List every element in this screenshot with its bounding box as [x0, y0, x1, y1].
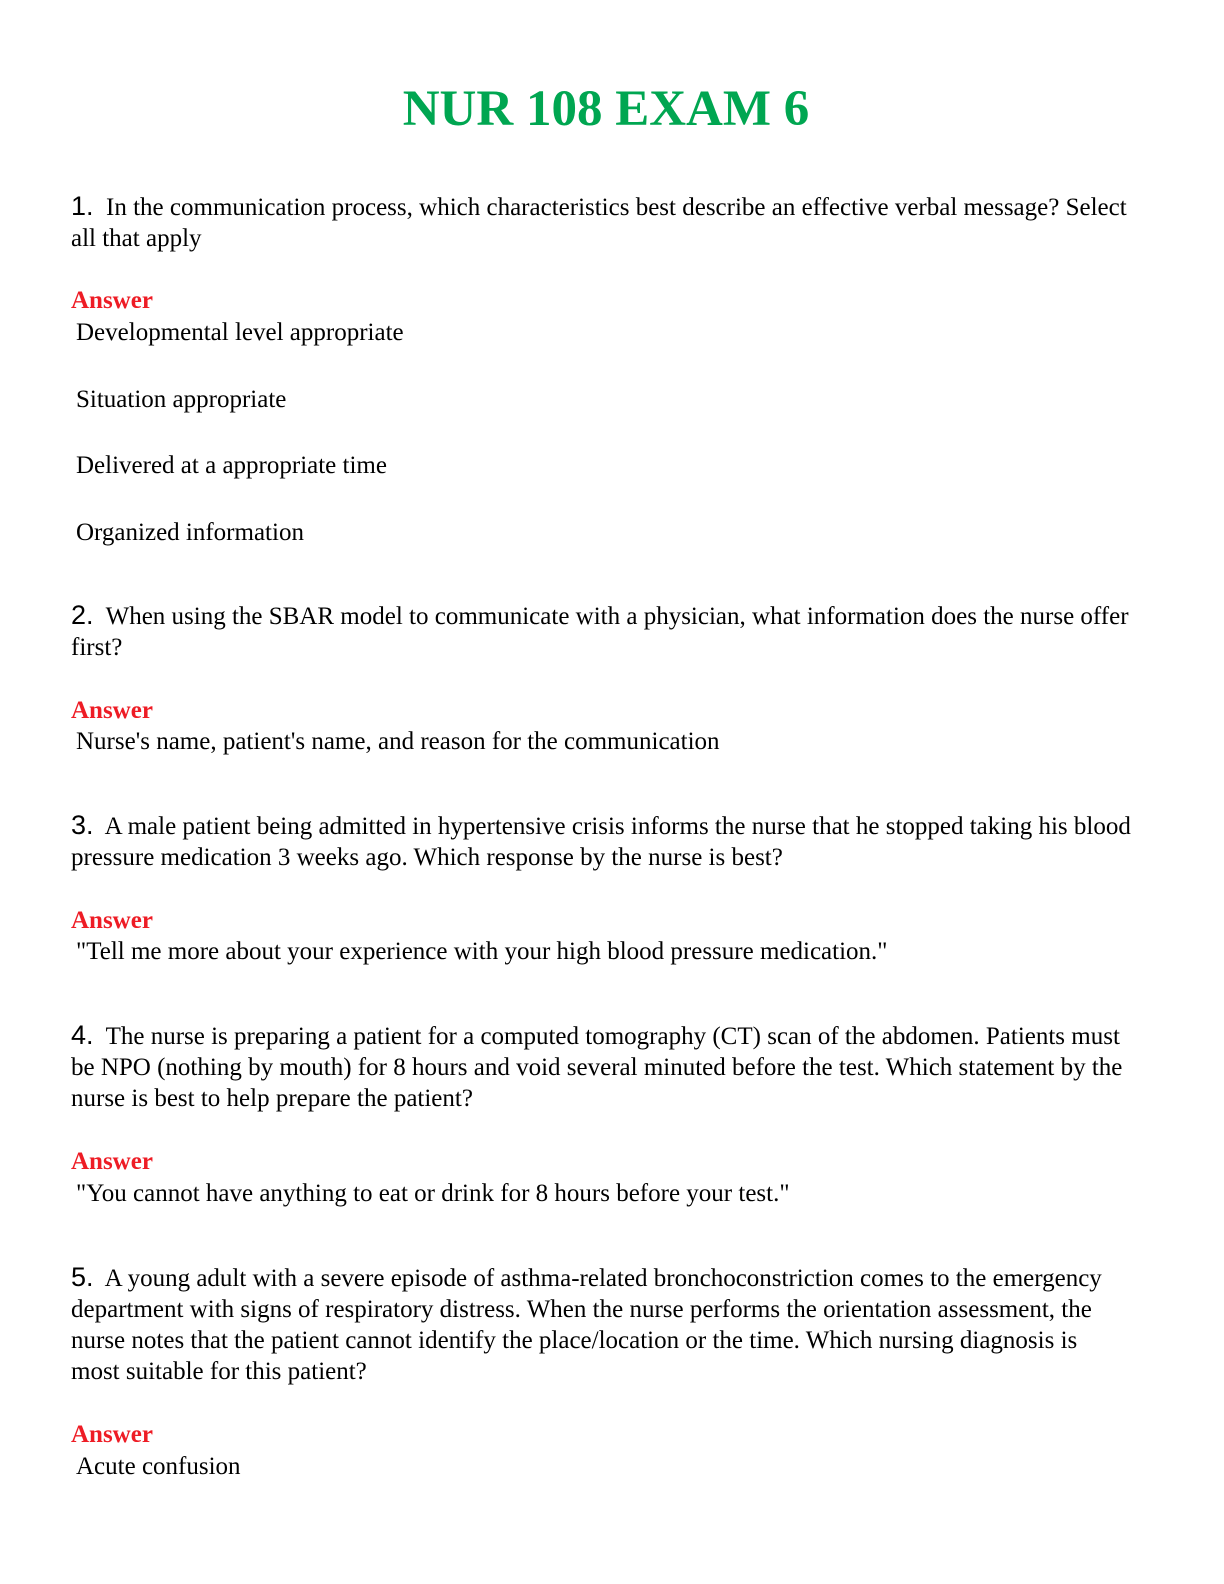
answer-label: Answer: [71, 907, 153, 934]
question-number: 5.: [71, 1262, 94, 1292]
answer-option: Developmental level appropriate: [76, 319, 404, 346]
answer-option: Acute confusion: [76, 1453, 241, 1480]
answer-option: Organized information: [76, 519, 304, 546]
answer-option: "You cannot have anything to eat or drink for 8 hours before your test.": [76, 1180, 790, 1207]
question-text: A young adult with a severe episode of asthma-related bronchoconstriction comes to the emergency department with signs of respiratory distress. When the nurse performs the orientation assessment, the nurse notes that the patient cannot identify the place/location or the time. Which nursing diagnosis is most suitable for this patient?: [71, 1265, 1102, 1385]
question-text: A male patient being admitted in hypertensive crisis informs the nurse that he stopped taking his blood pressure medication 3 weeks ago. Which response by the nurse is best?: [71, 813, 1131, 871]
answer-option: Delivered at a appropriate time: [76, 452, 387, 479]
question-number: 1.: [71, 191, 94, 221]
question-5: [71, 1262, 1131, 1387]
answer-label: Answer: [71, 697, 153, 724]
question-4: [71, 1020, 1131, 1114]
question-number: 3.: [71, 810, 94, 840]
page-title: NUR 108 EXAM 6: [402, 81, 810, 137]
question-2: [71, 600, 1131, 663]
answer-option: "Tell me more about your experience with your high blood pressure medication.": [76, 938, 888, 965]
question-number: 2.: [71, 600, 94, 630]
question-text: The nurse is preparing a patient for a computed tomography (CT) scan of the abdomen. Patients must be NPO (nothing by mouth) for 8 hours and void several minuted before the test. Which statement by the nurse is best to help prepare the patient?: [71, 1023, 1123, 1112]
question-1: [71, 191, 1131, 254]
answer-option: Situation appropriate: [76, 386, 287, 413]
answer-label: Answer: [71, 1148, 153, 1175]
answer-label: Answer: [71, 1421, 153, 1448]
question-text: When using the SBAR model to communicate with a physician, what information does the nurse offer first?: [71, 603, 1129, 661]
question-3: [71, 810, 1131, 873]
question-number: 4.: [71, 1020, 94, 1050]
question-text: In the communication process, which characteristics best describe an effective verbal message? Select all that apply: [71, 194, 1127, 252]
answer-label: Answer: [71, 287, 153, 314]
answer-option: Nurse's name, patient's name, and reason for the communication: [76, 728, 720, 755]
